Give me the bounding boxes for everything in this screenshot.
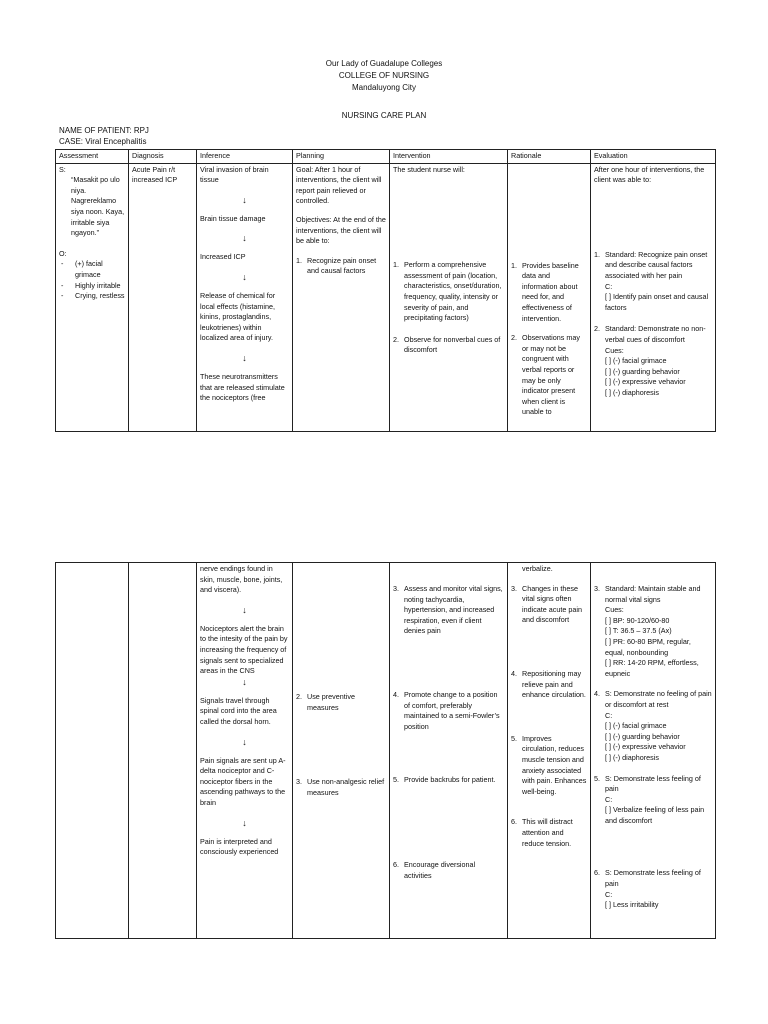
down-arrow-icon: ↓: [242, 604, 247, 615]
intervention-cell: [390, 163, 508, 431]
evaluation-item: 4. S: Demonstrate no feeling of pain or discomfort at rest C: [ ] (-) facial grimace [ ] (-) guarding behavior [ ] (-) expressive vehavior [ ] (-) diaphoresis: [594, 689, 712, 762]
down-arrow-icon: ↓: [242, 233, 247, 244]
evaluation-item: 5. S: Demonstrate less feeling of pain C: [ ] Verbalize feeling of less pain and discomfort: [594, 773, 705, 825]
list-item: - Highly irritable: [61, 280, 121, 290]
inference-cell: [197, 563, 293, 939]
inference-step: Increased ICP: [200, 252, 246, 262]
planning-cell: [293, 563, 390, 939]
table-row: [56, 563, 716, 939]
column-header-planning: Planning: [293, 150, 390, 164]
planning-objectives: Objectives: At the end of the interventions, the client will be able to:: [296, 214, 386, 246]
inference-step: Viral invasion of brain tissue: [200, 164, 269, 185]
table-row: [56, 163, 716, 431]
subjective-label: S:: [59, 164, 66, 174]
table-header-row: [56, 150, 716, 164]
patient-name: NAME OF PATIENT: RPJ: [59, 126, 149, 135]
rationale-item: 2. Observations may or may not be congruent with verbal reports or may be only indicator present when client is unable to: [511, 333, 580, 417]
down-arrow-icon: ↓: [242, 352, 247, 363]
college-name: COLLEGE OF NURSING: [338, 71, 430, 80]
evaluation-cell: [591, 163, 716, 431]
intervention-cell: [390, 563, 508, 939]
inference-step: Pain is interpreted and consciously experienced: [200, 836, 279, 857]
evaluation-item: 1. Standard: Recognize pain onset and describe causal factors associated with her pain C: [ ] Identify pain onset and causal factors: [594, 249, 709, 312]
evaluation-intro: After one hour of interventions, the client was able to:: [594, 164, 705, 185]
rationale-item: 3. Changes in these vital signs often indicate acute pain and discomfort: [511, 583, 582, 625]
inference-step: nerve endings found in skin, muscle, bone, joints, and viscera).: [200, 564, 283, 595]
down-arrow-icon: ↓: [242, 676, 247, 687]
patient-case: CASE: Viral Encephalitis: [59, 137, 147, 146]
down-arrow-icon: ↓: [242, 271, 247, 282]
intervention-item: 6. Encourage diversional activities: [393, 859, 476, 880]
planning-cell: [293, 163, 390, 431]
evaluation-item: 6. S: Demonstrate less feeling of pain C: [ ] Less irritability: [594, 868, 701, 910]
objective-label: O:: [59, 248, 67, 258]
city-name: Mandaluyong City: [351, 83, 417, 92]
evaluation-item: 3. Standard: Maintain stable and normal vital signs Cues: [ ] BP: 90-120/60-80 [ ] T: 36.5 – 37.5 (Ax) [ ] PR: 60-80 BPM, regular, equal, nonbounding [ ] RR: 14-20 RPM, effortless, eupneic: [594, 584, 701, 678]
school-name: Our Lady of Guadalupe Colleges: [325, 59, 443, 68]
inference-step: These neurotransmitters that are released stimulate the nociceptors (free: [200, 371, 285, 403]
column-header-assessment: Assessment: [56, 150, 129, 164]
rationale-cell: [508, 563, 591, 939]
subjective-quote: “Masakit po ulo niya. Nagrereklamo siya noon. Kaya, irritable siya ngayon.”: [71, 175, 125, 238]
down-arrow-icon: ↓: [242, 194, 247, 205]
inference-step: Nociceptors alert the brain to the intesity of the pain by increasing the frequency of signals sent to specialized areas in the CNS: [200, 623, 288, 676]
rationale-cell: [508, 163, 591, 431]
rationale-item: verbalize.: [522, 564, 553, 573]
objective-list: [59, 259, 125, 301]
column-header-evaluation: Evaluation: [591, 150, 716, 164]
down-arrow-icon: ↓: [242, 817, 247, 828]
planning-item: 2. Use preventive measures: [296, 692, 355, 712]
rationale-item: 4. Repositioning may relieve pain and enhance circulation.: [511, 668, 586, 700]
assessment-cell: [56, 563, 129, 939]
rationale-item: 6. This will distract attention and reduce tension.: [511, 817, 573, 848]
intervention-item: 3. Assess and monitor vital signs, noting tachycardia, hypertension, and increased respiration, even if client denies pain: [393, 584, 503, 636]
planning-goal: Goal: After 1 hour of interventions, the client will report pain relieved or controlled.: [296, 164, 382, 206]
intervention-item: 2. Observe for nonverbal cues of discomfort: [393, 334, 501, 355]
inference-step: Release of chemical for local effects (histamine, kinins, prostaglandins, leukotrienes) within localized area of injury.: [200, 290, 276, 343]
diagnosis-cell: Acute Pain r/t increased ICP: [129, 163, 197, 431]
care-plan-table-part2: [55, 562, 716, 939]
document-title: NURSING CARE PLAN: [341, 111, 427, 120]
list-item: - (+) facial grimace: [61, 259, 103, 279]
evaluation-cell: [591, 563, 716, 939]
intervention-intro: The student nurse will:: [393, 164, 465, 174]
planning-item: 1. Recognize pain onset and causal factors: [296, 255, 377, 276]
rationale-item: 1. Provides baseline data and information about need for, and effectiveness of intervention.: [511, 260, 579, 323]
column-header-diagnosis: Diagnosis: [129, 150, 197, 164]
rationale-item: 5. Improves circulation, reduces muscle tension and anxiety associated with pain. Enhances well-being.: [511, 733, 587, 796]
care-plan-table-part1: [55, 149, 716, 432]
assessment-cell: [56, 163, 129, 431]
column-header-inference: Inference: [197, 150, 293, 164]
inference-step: Pain signals are sent up A-delta nociceptor and C-nociceptor fibers in the ascending pathways to the brain: [200, 755, 286, 807]
inference-step: Signals travel through spinal cord into the area called the dorsal horn.: [200, 695, 277, 726]
down-arrow-icon: ↓: [242, 736, 247, 747]
intervention-item: 1. Perform a comprehensive assessment of pain (location, characteristics, onset/duration, frequency, quality, intensity or severity of pain, and precipitating factors): [393, 260, 502, 323]
inference-step: Brain tissue damage: [200, 213, 266, 223]
intervention-item: 4. Promote change to a position of comfort, preferably maintained to a semi-Fowler’s position: [393, 689, 500, 731]
intervention-item: 5. Provide backrubs for patient.: [393, 775, 496, 785]
list-item: - Crying, restless: [61, 291, 125, 301]
planning-item: 3. Use non-analgesic relief measures: [296, 777, 385, 797]
column-header-rationale: Rationale: [508, 150, 591, 164]
inference-cell: [197, 163, 293, 431]
column-header-intervention: Intervention: [390, 150, 508, 164]
diagnosis-cell: [129, 563, 197, 939]
evaluation-item: 2. Standard: Demonstrate no non-verbal cues of discomfort Cues: [ ] (-) facial grimace [ ] (-) guarding behavior [ ] (-) expressive vehavior [ ] (-) diaphoresis: [594, 324, 706, 397]
